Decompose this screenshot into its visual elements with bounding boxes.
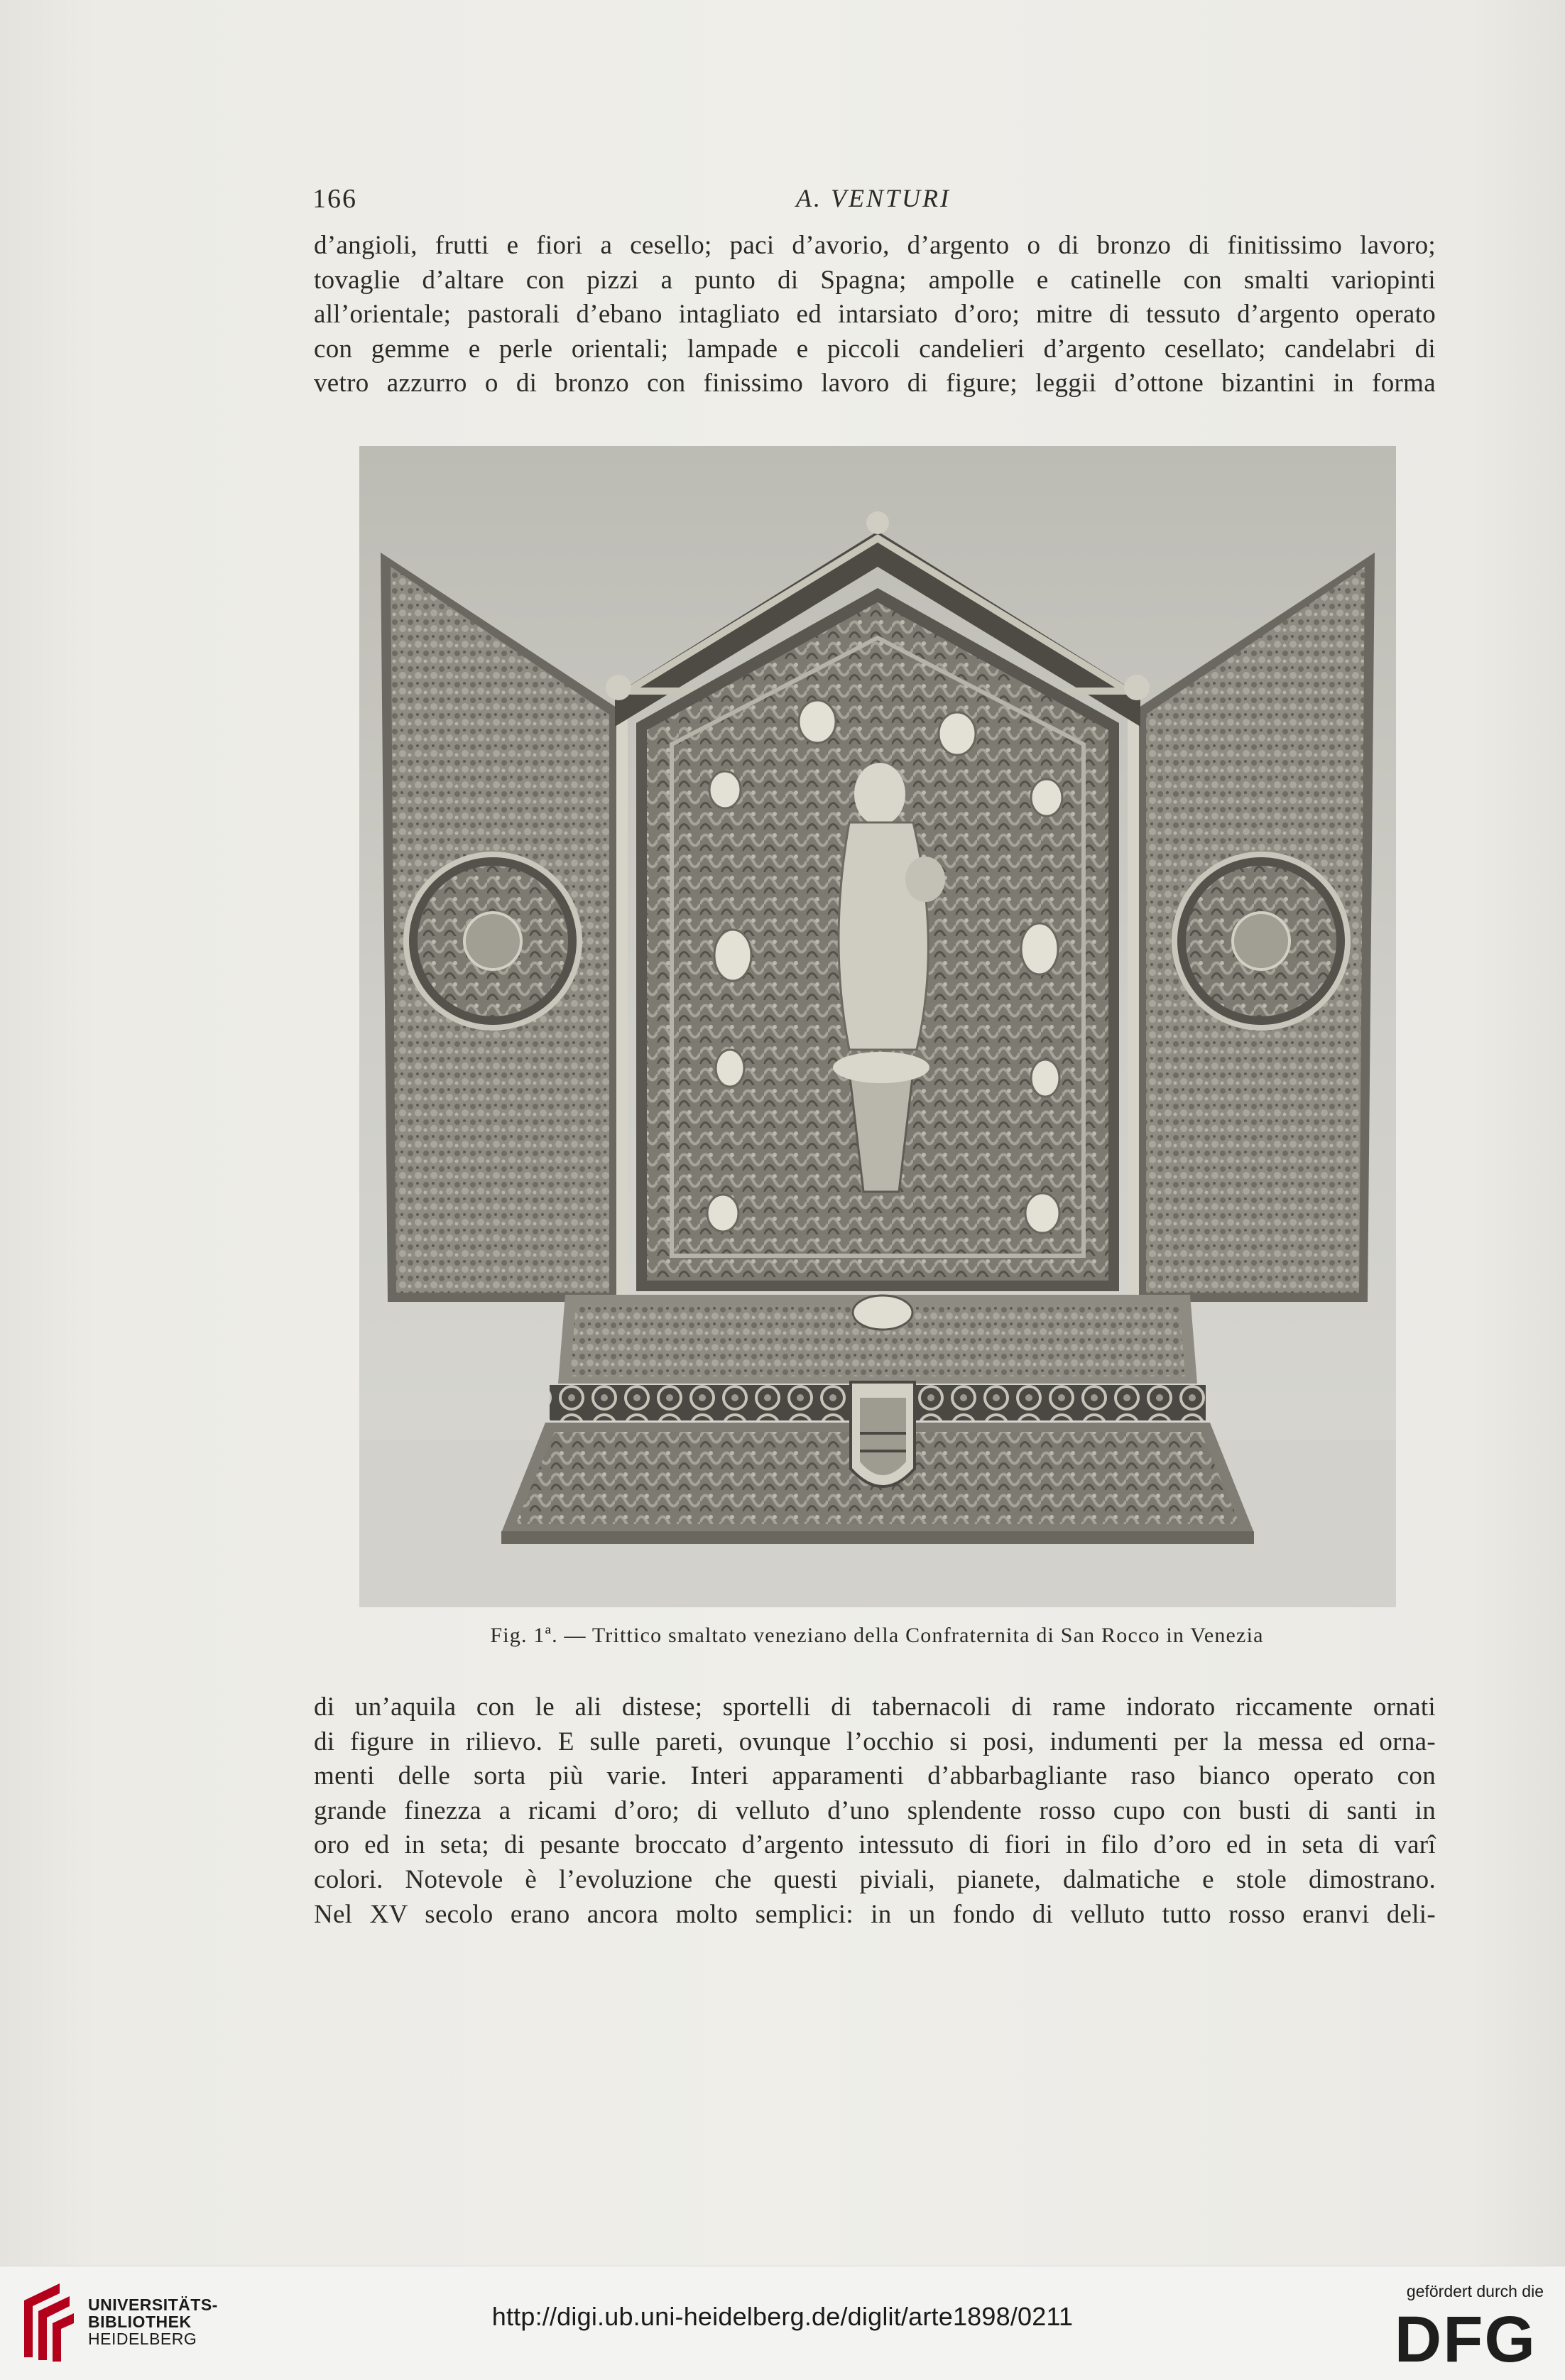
body-text-top bbox=[314, 229, 1436, 401]
library-name-line: UNIVERSITÄTS- bbox=[88, 2295, 218, 2314]
viewer-footer bbox=[0, 2266, 1565, 2380]
text-line: Nel XV secolo erano ancora molto semplici: in un fondo di velluto tutto rosso eranvi deli- bbox=[314, 1899, 1436, 1929]
text-line: con gemme e perle orientali; lampade e piccoli candelieri d’argento cesellato; candelabri di bbox=[314, 334, 1436, 364]
triptych-photograph bbox=[359, 446, 1396, 1607]
text-line: di figure in rilievo. E sulle pareti, ovunque l’occhio si posi, indumenti per la messa ed orna- bbox=[314, 1727, 1436, 1756]
library-name-line: BIBLIOTHEK bbox=[88, 2313, 192, 2331]
body-text-bottom bbox=[314, 1690, 1436, 1932]
text-line: d’angioli, frutti e fiori a cesello; paci d’avorio, d’argento o di bronzo di finitissimo lavoro; bbox=[314, 231, 1436, 260]
text-line: tovaglie d’altare con pizzi a punto di Spagna; ampolle e catinelle con smalti variopinti bbox=[314, 265, 1436, 295]
text-line: di un’aquila con le ali distese; sportelli di tabernacoli di rame indorato riccamente ornati bbox=[314, 1692, 1436, 1722]
page-header bbox=[312, 183, 1434, 226]
dfg-logo-text: DFG bbox=[1394, 2303, 1537, 2376]
text-line: colori. Notevole è l’evoluzione che questi piviali, pianete, dalmatiche e stole dimostrano. bbox=[314, 1864, 1436, 1894]
running-head: A. VENTURI bbox=[796, 184, 951, 212]
text-line: menti delle sorta più varie. Interi apparamenti d’abbarbagliante raso bianco operato con bbox=[314, 1761, 1436, 1791]
text-line: vetro azzurro o di bronzo con finissimo lavoro di figure; leggii d’ottone bizantini in forma bbox=[314, 369, 1436, 398]
page-number: 166 bbox=[312, 184, 357, 214]
text-line: all’orientale; pastorali d’ebano intagliato ed intarsiato d’oro; mitre di tessuto d’argento operato bbox=[314, 300, 1436, 330]
triptych-illustration bbox=[359, 446, 1396, 1607]
figure-caption: Fig. 1ª. — Trittico smaltato veneziano della Confraternita di San Rocco in Venezia bbox=[490, 1624, 1264, 1647]
dfg-logo-icon bbox=[1387, 2298, 1544, 2376]
permalink-url[interactable]: http://digi.ub.uni-heidelberg.de/diglit/arte1898/0211 bbox=[491, 2302, 1074, 2331]
text-line: grande finezza a ricami d’oro; di velluto d’uno splendente rosso cupo con busti di santi in bbox=[314, 1795, 1436, 1825]
funding-text: gefördert durch die bbox=[1406, 2282, 1544, 2300]
text-line: oro ed in seta; di pesante broccato d’argento intessuto di fiori in filo d’oro ed in seta di varî bbox=[314, 1830, 1436, 1860]
library-name-line: HEIDELBERG bbox=[88, 2330, 197, 2348]
